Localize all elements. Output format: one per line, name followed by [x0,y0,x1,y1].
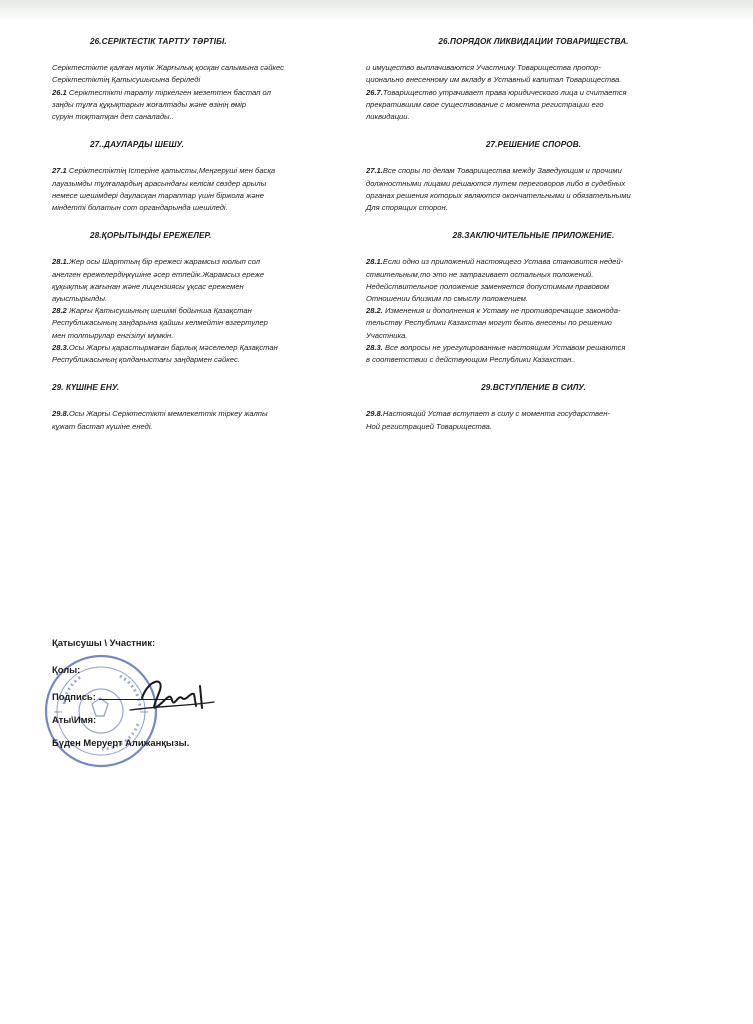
item-number: 28.3. [366,342,383,352]
section-27-kz-title: 27..ДАУЛАРДЫ ШЕШУ. [90,140,184,150]
item-text: Все вопросы не урегулированные настоящим Уставом решаются в соответствии с действующим Республики Казахстан.. [366,342,626,365]
section-26-ru-title: 26.ПОРЯДОК ЛИКВИДАЦИИ ТОВАРИЩЕСТВА. [438,37,629,46]
section-26-ru-text: и имущество выплачиваются Участнику Товарищества пропор- ционально внесенному им вкладу в Уставный капитал Товарищества. [366,63,622,85]
item-number: 27.1 [52,166,67,176]
item-number: 26.7. [366,87,383,97]
item-text: Товарищество утрачивает права юридического лица и считается прекратившим свое существование с момента регистрации его ликвидации. [366,87,627,122]
item-text: Изменения и дополнения к Уставу не противоречащие законода- тельству Республики Казахстан могут быть внесены по решению Участника. [366,306,621,340]
russian-column [366,36,701,449]
section-29-kz-title: 29. КҮШІНЕ ЕНУ. [52,383,120,393]
section-28-ru-item-1 [366,256,701,305]
section-26-kz-title: 26.СЕРІКТЕСТІК ТАРТТУ ТӘРТІБІ. [90,37,227,46]
kazakh-column [52,36,352,449]
item-number: 27.1. [366,166,383,176]
item-number: 28.2. [366,306,383,316]
section-27-ru-title: 27.РЕШЕНИЕ СПОРОВ. [485,140,582,150]
item-text: Серіктестіктің Істеріне қатысты,Меңгеруші мен басқа лауазымды тұлғалардың арасындағы келісім сөздер арылы немесе шешімдері дауласқан тараптар үшін біржола және міндетті болатын сот органдарында шешіледі. [52,166,276,213]
section-28-ru-item-2 [366,305,701,342]
section-29-ru-title: 29.ВСТУПЛЕНИЕ В СИЛУ. [481,383,586,393]
item-number: 29.8. [52,409,69,419]
section-29-ru [366,382,701,433]
section-28-kz-title: 28.ҚОРЫТЫНДЫ ЕРЕЖЕЛЕР. [90,231,212,241]
section-28-ru-title: 28.ЗАКЛЮЧИТЕЛЬНЫЕ ПРИЛОЖЕНИЕ. [452,231,615,241]
section-29-ru-item [366,408,701,432]
qoly-label: Қолы: [52,664,81,675]
name-label: Аты\Имя: [52,714,97,725]
item-text: Осы Жарғы Серіктестікті мемлекеттік тіркеу жалпы кұжат бастап күшіне енеді. [52,409,268,431]
item-text: Осы Жарғы қарастырмаған барлық мәселелер Қазақстан Республикасының қолданыстағы заңдармен сәйкес. [52,342,278,365]
section-26-ru-item [366,87,701,124]
item-number: 28.1. [52,257,69,267]
signature-line [99,699,171,700]
scan-top-strip [0,0,753,22]
section-26-ru [366,36,701,123]
section-28-kz-item-1 [52,256,352,305]
signer-name: Бүден Меруерт Алижанқызы. [52,737,190,748]
item-text: Жер осы Шарттың бір ережесі жарамсыз юолып сол анелген ережелердіңкүшіне әсер етпейік.Жарамсыз ереже құқықтық жағынан және лицензиясы ұқсас ережемен ауыстырылды. [52,257,265,304]
item-number: 28.1. [366,257,383,267]
item-text: Если одно из приложений настоящего Устава становится недей- ствительным,то это не затрагивает остальных положений. Недействительное положение заменяется допустимым правовом Отношении близким по смыслу положением. [366,257,624,304]
section-28-kz-item-2 [52,305,352,342]
section-29-kz-item [52,408,352,432]
podpis-row [52,686,189,707]
section-28-kz-item-3 [52,342,352,366]
section-26-kz-item [52,87,352,124]
item-number: 26.1 [52,87,67,97]
item-text: Жарғы Қатысушының шешімі бойынша Қазақстан Республикасының заңдарына қайшы келмейтін өзгертулер мен толтырулар енгізілуі мүмкін. [52,306,268,340]
participant-label: Қатысушы \ Участник: [52,637,156,648]
item-number: 29.8. [366,409,383,419]
item-text: Все споры по делам Товарищества между Заведующим и прочими должностными лицами решаются путем переговоров либо в судебных органах решения которых являются окончательными и обязательными Для спорящих сторон. [366,166,631,213]
item-text: Серіктестікті тарату тіркелген мезеттен бастап ол заңды тұлға құқықтарын жоғалтады және өзінің өмір сүруін тоқтатқан деп саналады.. [52,87,271,122]
item-text: Настоящий Устав вступает в силу с момента государствен- Ной регистрацией Товарищества. [366,409,610,431]
section-27-kz-item [52,165,352,214]
section-27-kz [52,139,352,214]
section-26-kz-text: Серіктестікте қалған мүлік Жарғылық қосқан салымына сәйкес Серіктестіктің Қатысушысына беріледі [52,63,284,85]
item-number: 28.2 [52,306,67,316]
section-27-ru-item [366,165,701,214]
item-number: 28.3. [52,342,69,352]
section-26-kz [52,36,352,123]
podpis-label: Подпись: [52,691,96,702]
section-28-ru [366,230,701,366]
section-29-kz [52,382,352,433]
section-28-ru-item-3 [366,342,701,366]
section-28-kz [52,230,352,366]
section-27-ru [366,139,701,214]
signature-block [52,632,189,753]
